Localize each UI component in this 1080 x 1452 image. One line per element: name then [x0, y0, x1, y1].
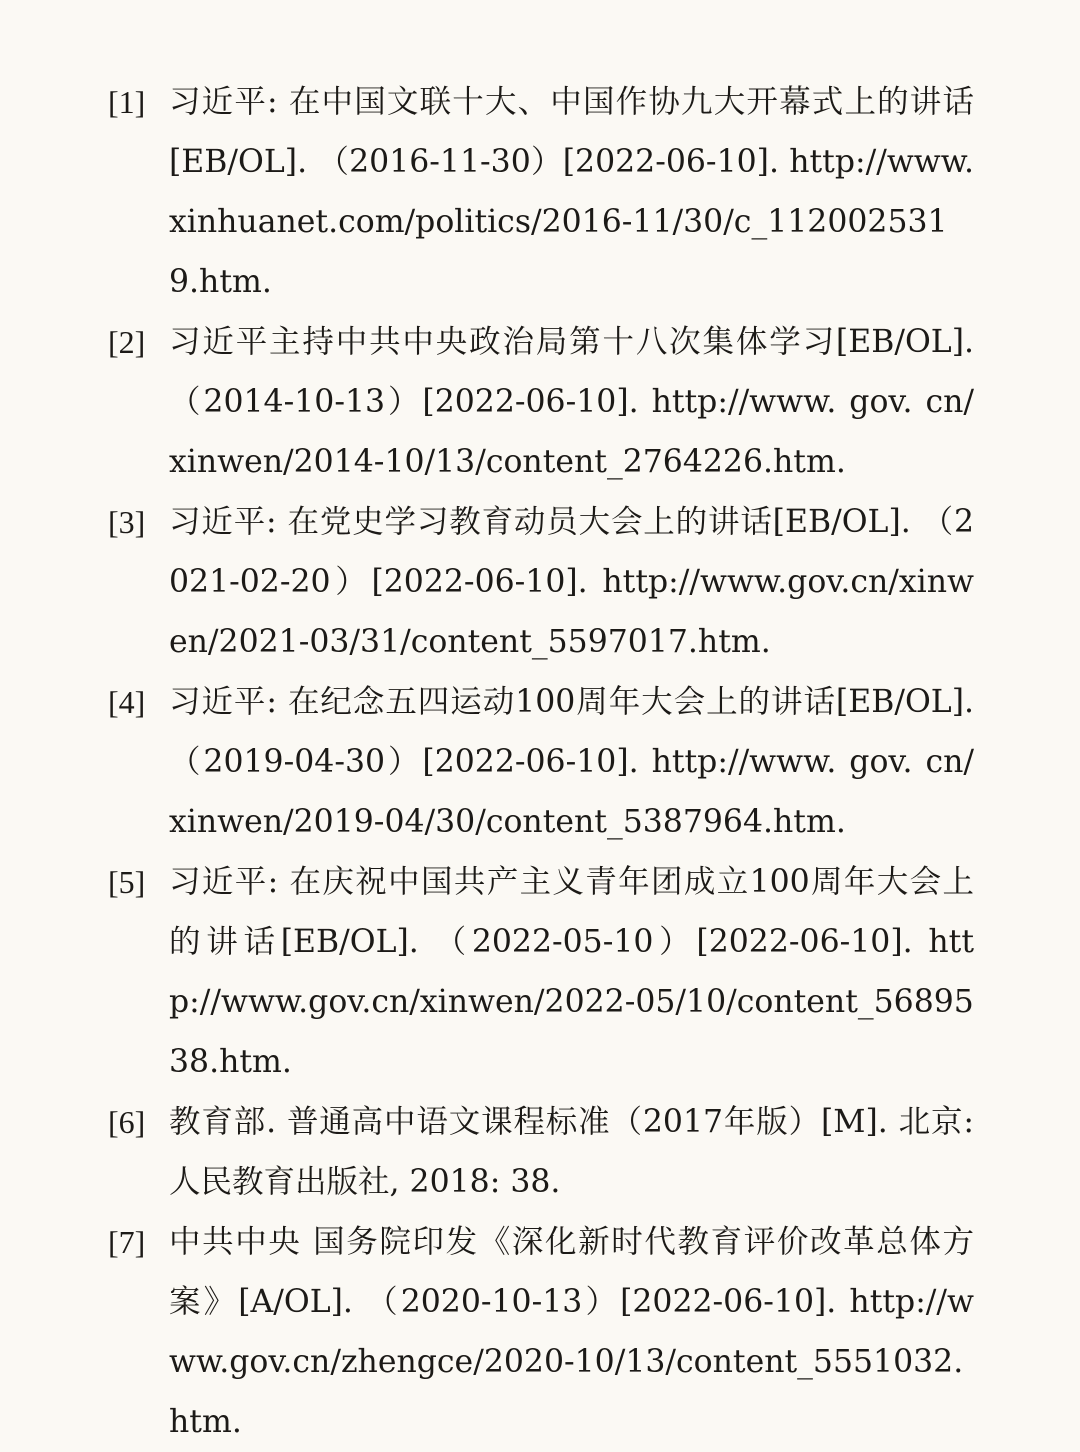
reference-item	[108, 672, 974, 852]
reference-item	[108, 1212, 974, 1452]
reference-number: [2]	[108, 324, 146, 360]
reference-text: 习近平: 在党史学习教育动员大会上的讲话[EB/OL]. （2021-02-20）[2022-06-10]. http://www.gov.cn/xinwen/2021-03/31/content_5597017.htm.	[169, 504, 974, 660]
reference-text: 中共中央 国务院印发《深化新时代教育评价改革总体方案》[A/OL]. （2020-10-13）[2022-06-10]. http://www.gov.cn/zhengce/2020-10/13/content_5551032.htm.	[169, 1224, 974, 1440]
reference-item	[108, 72, 974, 312]
reference-text: 教育部. 普通高中语文课程标准（2017年版）[M]. 北京: 人民教育出版社, 2018: 38.	[169, 1104, 974, 1200]
reference-number: [1]	[108, 84, 146, 120]
reference-text: 习近平: 在庆祝中国共产主义青年团成立100周年大会上的讲话[EB/OL]. （2022-05-10）[2022-06-10]. http://www.gov.cn/xinwen/2022-05/10/content_5689538.htm.	[169, 864, 974, 1080]
reference-number: [4]	[108, 684, 146, 720]
reference-list	[108, 72, 974, 1452]
reference-item	[108, 852, 974, 1092]
reference-text: 习近平: 在纪念五四运动100周年大会上的讲话[EB/OL]. （2019-04-30）[2022-06-10]. http://www. gov. cn/xinwen/2019-04/30/content_5387964.htm.	[169, 684, 974, 840]
reference-number: [7]	[108, 1224, 146, 1260]
reference-text: 习近平: 在中国文联十大、中国作协九大开幕式上的讲话[EB/OL]. （2016-11-30）[2022-06-10]. http://www.xinhuanet.com/politics/2016-11/30/c_1120025319.htm.	[169, 84, 974, 300]
reference-number: [6]	[108, 1104, 146, 1140]
reference-text: 习近平主持中共中央政治局第十八次集体学习[EB/OL]. （2014-10-13）[2022-06-10]. http://www. gov. cn/xinwen/2014-10/13/content_2764226.htm.	[169, 324, 974, 480]
reference-number: [3]	[108, 504, 146, 540]
reference-number: [5]	[108, 864, 146, 900]
reference-item	[108, 492, 974, 672]
reference-item	[108, 1092, 974, 1212]
reference-item	[108, 312, 974, 492]
